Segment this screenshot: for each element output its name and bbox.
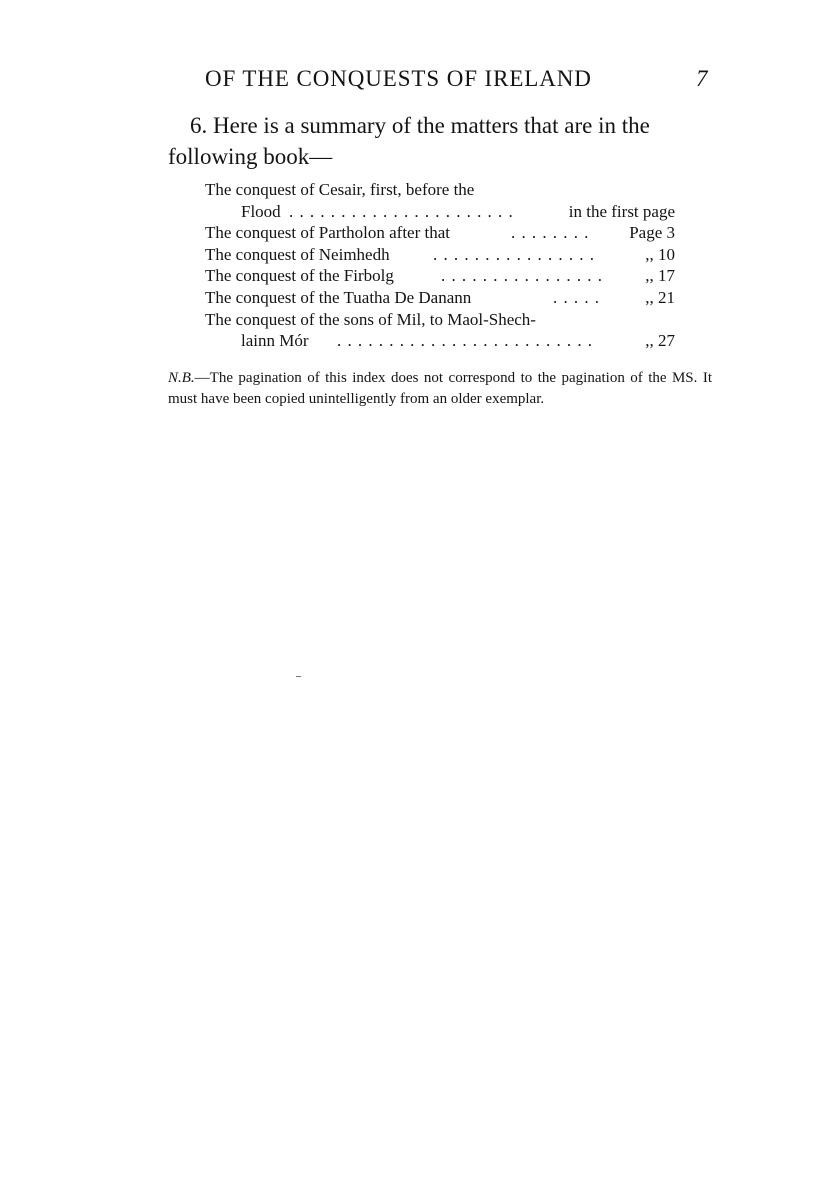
running-head: [0, 66, 840, 100]
contents-entry-line: [205, 244, 675, 266]
contents-entry-title: Flood: [241, 201, 281, 221]
contents-entry-page: ,, 10: [645, 244, 675, 264]
page-number: 7: [696, 66, 708, 91]
contents-entry-line: [205, 330, 675, 352]
contents-entry-title: The conquest of the Firbolg: [205, 266, 394, 286]
running-title: OF THE CONQUESTS OF IRELAND: [205, 66, 592, 91]
stray-mark: [296, 676, 301, 677]
footnote: [168, 368, 712, 409]
contents-entry-title: The conquest of Partholon after that: [205, 223, 451, 243]
contents-entry-line: [205, 179, 675, 201]
contents-entry-title: The conquest of Cesair, first, before the: [205, 180, 475, 199]
contents-entry-line: [205, 265, 675, 287]
leader-dots: ........: [511, 223, 595, 243]
contents-entry-page: ,, 27: [645, 331, 675, 351]
leader-dots: .........................: [337, 331, 599, 351]
contents-list: [205, 179, 675, 352]
contents-entry-line: [205, 309, 675, 331]
contents-entry-page: in the first page: [568, 201, 675, 221]
intro-paragraph: 6. Here is a summary of the matters that are in the following book—: [168, 113, 650, 169]
contents-entry-line: [205, 201, 675, 223]
leader-dots: ......................: [289, 201, 519, 221]
contents-entry-page: Page 3: [629, 223, 675, 243]
contents-entry-page: ,, 21: [645, 287, 675, 307]
footnote-label: N.B.: [168, 370, 195, 386]
contents-entry-title: The conquest of Neimhedh: [205, 244, 390, 264]
leader-dots: ................: [433, 244, 601, 264]
contents-entry-page: ,, 17: [645, 266, 675, 286]
contents-entry-title: The conquest of the Tuatha De Danann: [205, 287, 472, 307]
contents-entry-line: [205, 287, 675, 309]
contents-entry-line: [205, 222, 675, 244]
leader-dots: .....: [553, 287, 606, 307]
contents-entry-title: lainn Mór: [241, 331, 309, 351]
contents-entry-title: The conquest of the sons of Mil, to Maol-Shech-: [205, 309, 536, 329]
leader-dots: ................: [441, 266, 609, 286]
footnote-text: —The pagination of this index does not correspond to the pagination of the MS. It must have been copied unintelligently from an older exemplar.: [168, 370, 712, 407]
